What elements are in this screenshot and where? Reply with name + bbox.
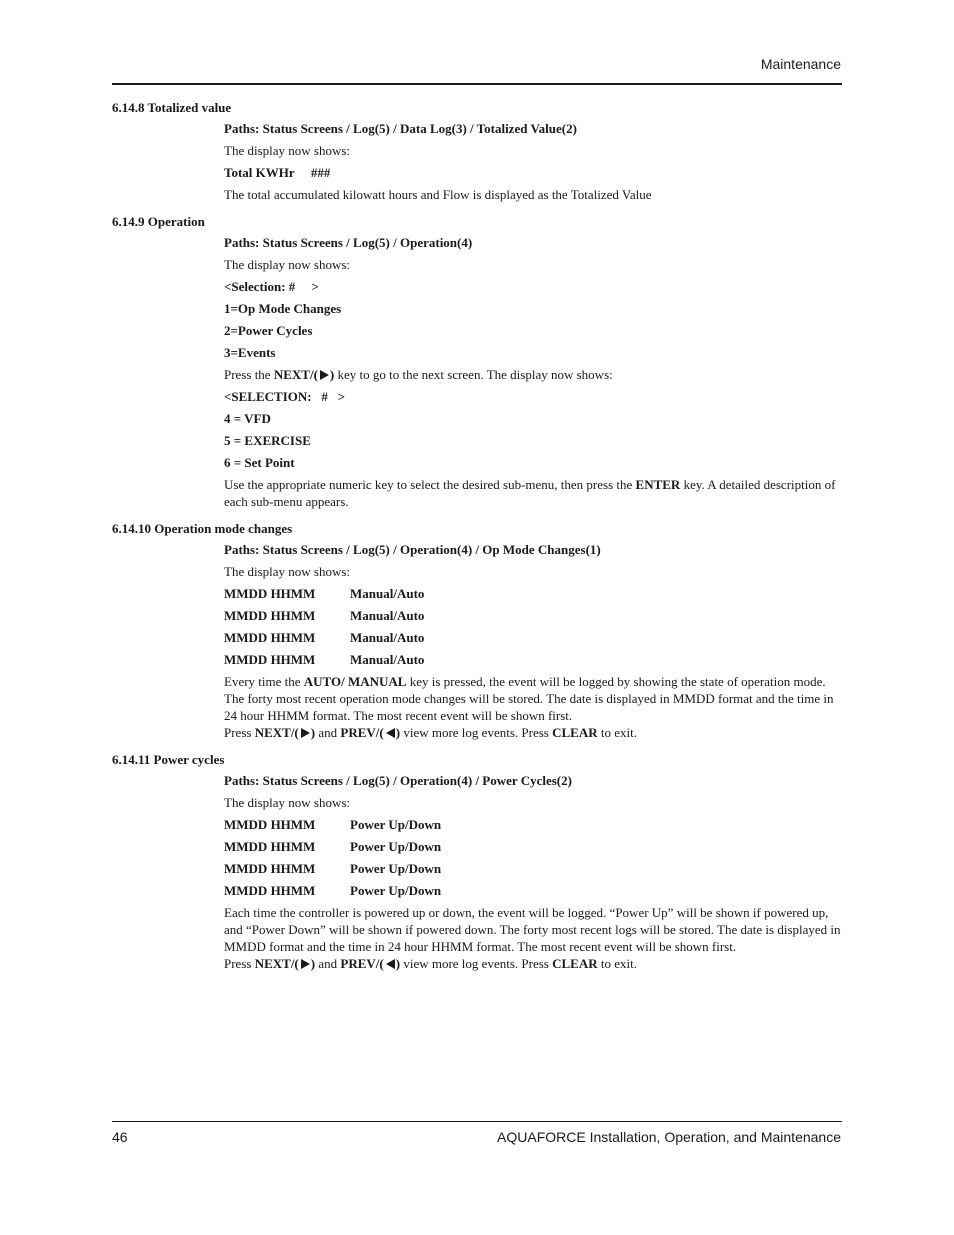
key-name [340, 956, 400, 971]
log-state: Power Up/Down [350, 861, 442, 876]
key-name: AUTO/ MANUAL [303, 674, 407, 689]
menu-path: Paths: Status Screens / Log(5) / Operation(4) / Op Mode Changes(1) [224, 542, 601, 557]
log-state: Power Up/Down [350, 839, 442, 854]
key-name [255, 725, 315, 740]
log-time: MMDD HHMM [224, 817, 316, 832]
text: Every time the [224, 674, 301, 689]
header-rule [112, 83, 842, 85]
log-row [224, 816, 842, 833]
log-state: Manual/Auto [350, 586, 425, 601]
log-time: MMDD HHMM [224, 652, 316, 667]
section-totalized-value [112, 99, 842, 203]
display-text: The display now shows: [224, 795, 351, 810]
display-text: The display now shows: [224, 257, 351, 272]
section-power-cycles [112, 751, 842, 972]
log-row [224, 651, 842, 668]
text: Press [224, 725, 252, 740]
menu-line: 3=Events [224, 345, 276, 360]
display-text: The display now shows: [224, 564, 351, 579]
section-heading: 6.14.8 Totalized value [112, 100, 232, 115]
key-label: ) [395, 725, 401, 740]
left-arrow-icon [386, 728, 395, 738]
log-row [224, 607, 842, 624]
text: Press [224, 956, 252, 971]
footer-title: AQUAFORCE Installation, Operation, and Maintenance [497, 1129, 841, 1145]
key-label: ) [329, 367, 335, 382]
description [224, 673, 842, 724]
log-state: Manual/Auto [350, 608, 425, 623]
left-arrow-icon [386, 959, 395, 969]
log-time: MMDD HHMM [224, 861, 316, 876]
section-heading: 6.14.11 Power cycles [112, 752, 225, 767]
key-label: ) [310, 956, 316, 971]
key-label: NEXT/( [254, 956, 299, 971]
text: key. A detailed description of each sub-menu appears. [224, 477, 836, 509]
key-name [340, 725, 400, 740]
text: key to go to the next screen. The display now shows: [337, 367, 613, 382]
key-label: NEXT/( [254, 725, 299, 740]
right-arrow-icon [301, 728, 310, 738]
menu-line: 1=Op Mode Changes [224, 301, 342, 316]
key-label: ) [310, 725, 316, 740]
description: Each time the controller is powered up or down, the event will be logged. “Power Up” will be shown if powered up, and “Power Down” will be shown if powered down. The forty most recent logs will be stored. The date is displayed in MMDD format and the time in 24 hour HHMM format. The most recent event will be shown first. [224, 905, 841, 954]
key-name [274, 367, 334, 382]
text: Press the [224, 367, 271, 382]
section-operation-mode-changes [112, 520, 842, 741]
nav-instruction [224, 955, 842, 972]
display-text: The display now shows: [224, 143, 351, 158]
text: key is pressed, the event will be logged by showing the state of operation mode. The forty most recent operation mode changes will be stored. The date is displayed in MMDD format and the time in 24 hour HHMM format. The most recent event will be shown first. [224, 674, 834, 723]
page-content [112, 99, 842, 982]
log-time: MMDD HHMM [224, 608, 316, 623]
text: and [318, 725, 338, 740]
text: view more log events. Press [403, 725, 549, 740]
page-number: 46 [112, 1129, 128, 1145]
key-name: ENTER [635, 477, 681, 492]
key-name [255, 956, 315, 971]
text: and [318, 956, 338, 971]
key-name: CLEAR [552, 725, 598, 740]
log-row [224, 860, 842, 877]
nav-instruction [224, 724, 842, 741]
key-label: PREV/( [340, 725, 384, 740]
text: view more log events. Press [403, 956, 549, 971]
section-operation [112, 213, 842, 510]
menu-line: 5 = EXERCISE [224, 433, 311, 448]
log-row [224, 882, 842, 899]
key-label: ) [395, 956, 401, 971]
instruction [224, 366, 842, 383]
total-label: Total KWHr [224, 165, 295, 180]
menu-line: 4 = VFD [224, 411, 271, 426]
log-time: MMDD HHMM [224, 883, 316, 898]
log-state: Power Up/Down [350, 817, 442, 832]
text: Use the appropriate numeric key to select the desired sub-menu, then press the [224, 477, 633, 492]
menu-line: 6 = Set Point [224, 455, 295, 470]
log-row [224, 585, 842, 602]
key-label: PREV/( [340, 956, 384, 971]
key-name: CLEAR [552, 956, 598, 971]
right-arrow-icon [320, 370, 329, 380]
menu-path: Paths: Status Screens / Log(5) / Data Log(3) / Totalized Value(2) [224, 121, 577, 136]
running-header: Maintenance [760, 56, 841, 72]
log-time: MMDD HHMM [224, 586, 316, 601]
right-arrow-icon [301, 959, 310, 969]
log-state: Manual/Auto [350, 652, 425, 667]
log-time: MMDD HHMM [224, 839, 316, 854]
text: to exit. [600, 725, 637, 740]
menu-path: Paths: Status Screens / Log(5) / Operation(4) [224, 235, 473, 250]
key-label: NEXT/( [273, 367, 318, 382]
log-state: Power Up/Down [350, 883, 442, 898]
description: The total accumulated kilowatt hours and Flow is displayed as the Totalized Value [224, 187, 652, 202]
section-heading: 6.14.10 Operation mode changes [112, 521, 293, 536]
log-row [224, 629, 842, 646]
text: to exit. [600, 956, 637, 971]
log-state: Manual/Auto [350, 630, 425, 645]
footer-rule [112, 1121, 842, 1122]
section-heading: 6.14.9 Operation [112, 214, 205, 229]
display-line [224, 164, 842, 181]
menu-path: Paths: Status Screens / Log(5) / Operation(4) / Power Cycles(2) [224, 773, 572, 788]
menu-line: <SELECTION: # > [224, 389, 346, 404]
instruction [224, 476, 842, 510]
log-time: MMDD HHMM [224, 630, 316, 645]
total-value: ### [310, 165, 331, 180]
log-row [224, 838, 842, 855]
menu-line: <Selection: # > [224, 279, 319, 294]
menu-line: 2=Power Cycles [224, 323, 313, 338]
